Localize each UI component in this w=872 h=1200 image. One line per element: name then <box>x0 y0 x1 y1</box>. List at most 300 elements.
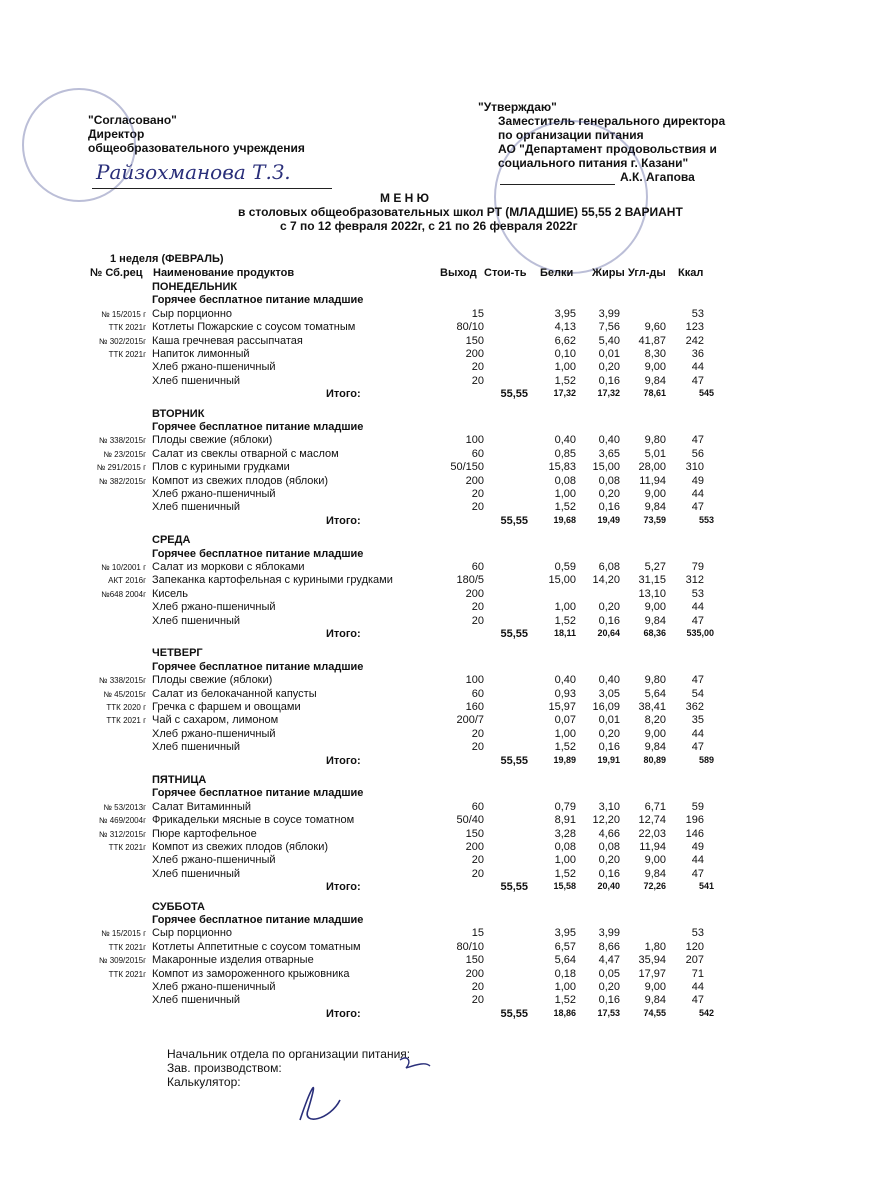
carb-value: 8,30 <box>644 348 666 360</box>
carb-value: 11,94 <box>639 841 666 853</box>
portion-output: 80/10 <box>456 940 484 953</box>
carb-value: 11,94 <box>639 474 666 487</box>
total-fat: 17,32 <box>597 388 620 399</box>
portion-output: 20 <box>471 981 484 993</box>
carb-value: 9,00 <box>644 854 666 867</box>
portion-output: 20 <box>471 488 484 500</box>
total-cost: 55,55 <box>500 514 528 527</box>
col-ref: № Сб.рец <box>90 267 143 279</box>
total-label: Итого: <box>326 881 361 894</box>
recipe-ref: № 15/2015 г <box>101 929 146 939</box>
dish-name: Салат из свеклы отварной с маслом <box>152 447 339 460</box>
dish-name: Хлеб ржано-пшеничный <box>152 488 276 500</box>
total-row-saturday <box>0 1008 872 1022</box>
protein-value: 1,00 <box>554 601 576 614</box>
table-row <box>0 981 872 995</box>
table-row <box>0 688 872 702</box>
total-label: Итого: <box>326 514 361 527</box>
dish-name: Хлеб ржано-пшеничный <box>152 854 276 867</box>
fat-value: 0,01 <box>598 348 620 360</box>
table-row <box>0 335 872 349</box>
portion-output: 20 <box>471 994 484 1007</box>
dish-name: Фрикадельки мясные в соусе томатном <box>152 814 355 827</box>
carb-value: 12,74 <box>638 814 666 827</box>
recipe-ref: №648 2004г <box>101 589 146 599</box>
recipe-ref: № 15/2015 г <box>101 309 146 319</box>
portion-output: 80/10 <box>456 321 484 334</box>
table-row <box>0 854 872 868</box>
total-cost: 55,55 <box>500 628 528 640</box>
meal-heading-friday <box>0 787 872 801</box>
fat-value: 4,66 <box>598 827 620 840</box>
kcal-value: 207 <box>685 954 704 967</box>
dish-name: Салат Витаминный <box>152 800 251 813</box>
table-row <box>0 321 872 335</box>
day-heading-thursday <box>0 647 872 661</box>
table-row <box>0 728 872 742</box>
fat-value: 0,16 <box>598 741 620 754</box>
meal-heading-thursday <box>0 661 872 675</box>
table-row <box>0 927 872 941</box>
dish-name: Кисель <box>152 587 188 600</box>
dish-name: Сыр порционно <box>152 307 233 320</box>
protein-value: 1,00 <box>554 981 576 993</box>
fat-value: 0,20 <box>598 601 620 614</box>
dish-name: Хлеб пшеничный <box>152 501 241 514</box>
table-row <box>0 701 872 715</box>
fat-value: 0,16 <box>598 374 620 387</box>
day-heading-tuesday <box>0 408 872 422</box>
fat-value: 0,08 <box>598 841 620 853</box>
protein-value: 15,00 <box>548 574 576 587</box>
table-row <box>0 375 872 389</box>
total-row-friday <box>0 881 872 895</box>
carb-value: 9,84 <box>644 614 666 627</box>
table-row <box>0 361 872 375</box>
fat-value: 0,20 <box>598 854 620 867</box>
col-fat: Жиры <box>592 267 625 279</box>
dish-name: Плоды свежие (яблоки) <box>152 674 273 687</box>
dish-name: Гречка с фаршем и овощами <box>152 701 301 713</box>
recipe-ref: № 10/2001 г <box>101 563 146 572</box>
protein-value: 0,08 <box>554 841 576 853</box>
protein-value: 0,59 <box>554 561 576 573</box>
table-row <box>0 954 872 968</box>
portion-output: 50/40 <box>456 814 484 827</box>
kcal-value: 44 <box>691 854 704 867</box>
portion-output: 60 <box>471 447 484 460</box>
kcal-value: 44 <box>691 488 704 500</box>
total-label: Итого: <box>326 628 361 640</box>
day-heading-friday <box>0 774 872 788</box>
day-heading-monday <box>0 281 872 295</box>
fat-value: 0,16 <box>598 867 620 880</box>
table-row <box>0 475 872 489</box>
fat-value: 6,08 <box>598 561 620 573</box>
school-seal <box>22 88 136 202</box>
day-name: ПЯТНИЦА <box>152 774 207 786</box>
table-row <box>0 561 872 575</box>
kcal-value: 79 <box>691 561 704 573</box>
protein-value: 1,52 <box>554 994 576 1007</box>
recipe-ref: ТТК 2021г <box>108 350 146 359</box>
portion-output: 60 <box>471 800 484 813</box>
portion-output: 200 <box>465 348 484 360</box>
carb-value: 8,20 <box>644 714 666 727</box>
menu-title: М Е Н Ю <box>380 191 430 205</box>
total-protein: 18,11 <box>553 628 576 638</box>
portion-output: 15 <box>471 307 484 320</box>
fat-value: 0,08 <box>598 474 620 487</box>
portion-output: 60 <box>471 561 484 573</box>
fat-value: 3,10 <box>598 800 620 813</box>
kcal-value: 71 <box>691 967 704 980</box>
dish-name: Хлеб пшеничный <box>152 994 241 1007</box>
table-row <box>0 488 872 502</box>
total-kcal: 553 <box>698 514 714 525</box>
carb-value: 9,00 <box>644 727 666 740</box>
kcal-value: 53 <box>691 927 704 940</box>
protein-value: 1,52 <box>554 867 576 880</box>
kcal-value: 35 <box>691 714 704 727</box>
total-carb: 68,36 <box>643 628 666 638</box>
table-row <box>0 814 872 828</box>
carb-value: 9,84 <box>644 867 666 880</box>
kcal-value: 54 <box>691 687 704 700</box>
signature-underline-left <box>92 188 332 189</box>
kcal-value: 44 <box>691 981 704 993</box>
table-row <box>0 741 872 755</box>
protein-value: 0,40 <box>554 674 576 687</box>
portion-output: 20 <box>471 741 484 754</box>
dish-name: Компот из замороженного крыжовника <box>152 967 350 980</box>
footer-line-head: Начальник отдела по организации питания: <box>167 1047 411 1061</box>
portion-output: 180/5 <box>456 574 484 587</box>
day-heading-saturday <box>0 901 872 915</box>
table-row <box>0 828 872 842</box>
table-row <box>0 968 872 982</box>
total-carb: 72,26 <box>643 881 666 892</box>
fat-value: 0,16 <box>598 614 620 627</box>
fat-value: 4,47 <box>598 954 620 967</box>
department-seal <box>494 120 648 274</box>
fat-value: 3,05 <box>598 687 620 700</box>
total-row-tuesday <box>0 515 872 529</box>
footer-signature-scribble <box>280 1050 440 1130</box>
total-kcal: 541 <box>698 881 714 892</box>
total-protein: 19,68 <box>553 514 576 525</box>
kcal-value: 47 <box>691 501 704 514</box>
total-protein: 18,86 <box>553 1007 576 1018</box>
total-label: Итого: <box>326 388 361 401</box>
protein-value: 6,57 <box>554 940 576 953</box>
portion-output: 100 <box>465 434 484 447</box>
carb-value: 9,84 <box>644 741 666 754</box>
protein-value: 6,62 <box>554 334 576 347</box>
recipe-ref: № 23/2015г <box>103 449 146 459</box>
table-row <box>0 841 872 855</box>
carb-value: 1,80 <box>644 940 666 953</box>
protein-value: 0,08 <box>554 474 576 487</box>
portion-output: 100 <box>465 674 484 687</box>
fat-value: 3,99 <box>598 927 620 940</box>
director-signature: Райзохманова Т.З. <box>96 160 291 184</box>
protein-value: 1,52 <box>554 374 576 387</box>
kcal-value: 47 <box>691 741 704 754</box>
fat-value: 0,20 <box>598 727 620 740</box>
total-kcal: 535,00 <box>686 628 714 638</box>
portion-output: 150 <box>465 954 484 967</box>
protein-value: 1,00 <box>554 854 576 867</box>
col-prot: Белки <box>540 267 574 279</box>
protein-value: 8,91 <box>554 814 576 827</box>
carb-value: 9,00 <box>644 361 666 374</box>
protein-value: 3,95 <box>554 307 576 320</box>
total-carb: 74,55 <box>643 1007 666 1018</box>
dish-name: Хлеб пшеничный <box>152 374 241 387</box>
recipe-ref: № 338/2015г <box>98 436 146 446</box>
kcal-value: 56 <box>691 447 704 460</box>
dish-name: Пюре картофельное <box>152 827 257 840</box>
portion-output: 150 <box>465 827 484 840</box>
recipe-ref: ТТК 2020 г <box>106 703 146 712</box>
total-fat: 19,91 <box>597 754 620 765</box>
meal-heading-monday <box>0 294 872 308</box>
protein-value: 0,40 <box>554 434 576 447</box>
total-carb: 73,59 <box>643 514 666 525</box>
fat-value: 0,05 <box>598 967 620 980</box>
carb-value: 9,80 <box>644 434 666 447</box>
table-row <box>0 501 872 515</box>
kcal-value: 362 <box>685 701 704 713</box>
protein-value: 0,10 <box>554 348 576 360</box>
fat-value: 0,20 <box>598 361 620 374</box>
meal-type: Горячее бесплатное питание младшие <box>152 787 364 800</box>
kcal-value: 310 <box>685 461 704 474</box>
carb-value: 41,87 <box>638 334 666 347</box>
total-fat: 20,40 <box>597 881 620 892</box>
approval-right-line-5: социального питания г. Казани" <box>498 156 689 170</box>
col-cost: Стои-ть <box>484 267 527 279</box>
carb-value: 5,01 <box>644 447 666 460</box>
portion-output: 200/7 <box>456 714 484 727</box>
protein-value: 1,52 <box>554 741 576 754</box>
kcal-value: 47 <box>691 434 704 447</box>
kcal-value: 53 <box>691 587 704 600</box>
carb-value: 35,94 <box>638 954 666 967</box>
total-fat: 17,53 <box>597 1007 620 1018</box>
meal-type: Горячее бесплатное питание младшие <box>152 294 364 307</box>
approval-left-line-3: общеобразовательного учреждения <box>88 141 305 155</box>
meal-type: Горячее бесплатное питание младшие <box>152 547 364 560</box>
recipe-ref: № 291/2015 г <box>96 463 146 473</box>
meal-type: Горячее бесплатное питание младшие <box>152 421 364 433</box>
portion-output: 20 <box>471 374 484 387</box>
day-heading-wednesday <box>0 534 872 548</box>
protein-value: 15,97 <box>548 701 576 713</box>
kcal-value: 47 <box>691 614 704 627</box>
fat-value: 0,20 <box>598 488 620 500</box>
approval-right-line-1: "Утверждаю" <box>478 100 557 114</box>
recipe-ref: ТТК 2021 г <box>106 716 146 726</box>
total-protein: 17,32 <box>553 388 576 399</box>
portion-output: 20 <box>471 501 484 514</box>
total-cost: 55,55 <box>500 1007 528 1020</box>
kcal-value: 120 <box>685 940 704 953</box>
footer-line-calculator: Калькулятор: <box>167 1075 241 1089</box>
dish-name: Плов с куриными грудками <box>152 461 290 474</box>
carb-value: 9,84 <box>644 501 666 514</box>
protein-value: 3,95 <box>554 927 576 940</box>
carb-value: 9,60 <box>644 321 666 334</box>
fat-value: 0,40 <box>598 434 620 447</box>
fat-value: 12,20 <box>592 814 620 827</box>
fat-value: 8,66 <box>598 940 620 953</box>
kcal-value: 49 <box>691 474 704 487</box>
portion-output: 20 <box>471 727 484 740</box>
total-cost: 55,55 <box>500 754 528 767</box>
dish-name: Сыр порционно <box>152 927 233 940</box>
recipe-ref: АКТ 2016г <box>108 576 146 586</box>
meal-heading-wednesday <box>0 548 872 562</box>
meal-type: Горячее бесплатное питание младшие <box>152 914 364 926</box>
meal-heading-saturday <box>0 914 872 928</box>
dish-name: Хлеб ржано-пшеничный <box>152 601 276 614</box>
protein-value: 1,00 <box>554 488 576 500</box>
table-row <box>0 674 872 688</box>
kcal-value: 36 <box>691 348 704 360</box>
recipe-ref: № 45/2015г <box>103 689 146 699</box>
portion-output: 200 <box>465 474 484 487</box>
protein-value: 0,79 <box>554 800 576 813</box>
fat-value: 16,09 <box>592 701 620 713</box>
recipe-ref: № 382/2015г <box>98 476 146 486</box>
recipe-ref: № 302/2015г <box>98 336 146 346</box>
total-fat: 20,64 <box>597 628 620 638</box>
protein-value: 3,28 <box>554 827 576 840</box>
protein-value: 0,93 <box>554 687 576 700</box>
col-name: Наименование продуктов <box>153 267 295 279</box>
kcal-value: 242 <box>685 334 704 347</box>
menu-dates: с 7 по 12 февраля 2022г, с 21 по 26 февраля 2022г <box>280 219 578 233</box>
table-row <box>0 434 872 448</box>
kcal-value: 44 <box>691 601 704 614</box>
day-name: СРЕДА <box>152 534 191 547</box>
carb-value: 17,97 <box>638 967 666 980</box>
portion-output: 160 <box>465 701 484 713</box>
kcal-value: 53 <box>691 307 704 320</box>
table-row <box>0 941 872 955</box>
week-label: 1 неделя (ФЕВРАЛЬ) <box>110 253 224 265</box>
kcal-value: 44 <box>691 727 704 740</box>
table-row <box>0 868 872 882</box>
dish-name: Макаронные изделия отварные <box>152 954 314 967</box>
protein-value: 4,13 <box>554 321 576 334</box>
approval-right-line-2: Заместитель генерального директора <box>498 114 726 128</box>
carb-value: 9,84 <box>644 374 666 387</box>
total-protein: 19,89 <box>553 754 576 765</box>
approver-name: А.К. Агапова <box>620 170 695 184</box>
total-kcal: 589 <box>698 754 714 765</box>
carb-value: 38,41 <box>638 701 666 713</box>
dish-name: Компот из свежих плодов (яблоки) <box>152 841 329 853</box>
table-row <box>0 714 872 728</box>
col-kcal: Ккал <box>678 267 704 279</box>
total-row-wednesday <box>0 628 872 642</box>
portion-output: 200 <box>465 967 484 980</box>
kcal-value: 47 <box>691 674 704 687</box>
day-name: ПОНЕДЕЛЬНИК <box>152 281 238 293</box>
carb-value: 9,80 <box>644 674 666 687</box>
dish-name: Хлеб пшеничный <box>152 614 241 627</box>
dish-name: Салат из моркови с яблоками <box>152 561 305 573</box>
portion-output: 15 <box>471 927 484 940</box>
kcal-value: 47 <box>691 374 704 387</box>
col-out: Выход <box>440 267 477 279</box>
carb-value: 9,84 <box>644 994 666 1007</box>
fat-value: 14,20 <box>592 574 620 587</box>
kcal-value: 123 <box>685 321 704 334</box>
fat-value: 3,65 <box>598 447 620 460</box>
carb-value: 22,03 <box>638 827 666 840</box>
dish-name: Хлеб ржано-пшеничный <box>152 981 276 993</box>
table-row <box>0 461 872 475</box>
carb-value: 9,00 <box>644 981 666 993</box>
portion-output: 20 <box>471 867 484 880</box>
fat-value: 5,40 <box>598 334 620 347</box>
total-carb: 78,61 <box>643 388 666 399</box>
protein-value: 15,83 <box>548 461 576 474</box>
total-kcal: 545 <box>698 388 714 399</box>
portion-output: 200 <box>465 587 484 600</box>
recipe-ref: ТТК 2021г <box>108 323 146 333</box>
table-row <box>0 308 872 322</box>
total-cost: 55,55 <box>500 388 528 401</box>
total-row-thursday <box>0 755 872 769</box>
table-row <box>0 588 872 602</box>
protein-value: 1,52 <box>554 614 576 627</box>
portion-output: 20 <box>471 854 484 867</box>
dish-name: Хлеб пшеничный <box>152 867 241 880</box>
carb-value: 28,00 <box>638 461 666 474</box>
kcal-value: 312 <box>685 574 704 587</box>
footer-line-production: Зав. производством: <box>167 1061 282 1075</box>
portion-output: 50/150 <box>450 461 484 474</box>
menu-subtitle: в столовых общеобразовательных школ РТ (МЛАДШИЕ) 55,55 2 ВАРИАНТ <box>238 205 683 219</box>
dish-name: Компот из свежих плодов (яблоки) <box>152 474 329 487</box>
total-carb: 80,89 <box>643 754 666 765</box>
protein-value: 5,64 <box>554 954 576 967</box>
carb-value: 9,00 <box>644 601 666 614</box>
kcal-value: 44 <box>691 361 704 374</box>
table-row <box>0 448 872 462</box>
dish-name: Каша гречневая рассыпчатая <box>152 334 303 347</box>
kcal-value: 146 <box>685 827 704 840</box>
fat-value: 0,40 <box>598 674 620 687</box>
carb-value: 13,10 <box>638 587 666 600</box>
kcal-value: 59 <box>691 800 704 813</box>
protein-value: 1,52 <box>554 501 576 514</box>
recipe-ref: ТТК 2021г <box>108 843 146 852</box>
fat-value: 0,20 <box>598 981 620 993</box>
portion-output: 20 <box>471 361 484 374</box>
dish-name: Чай с сахаром, лимоном <box>152 714 279 727</box>
dish-name: Хлеб ржано-пшеничный <box>152 361 276 374</box>
fat-value: 0,16 <box>598 994 620 1007</box>
portion-output: 60 <box>471 687 484 700</box>
kcal-value: 47 <box>691 994 704 1007</box>
total-protein: 15,58 <box>553 881 576 892</box>
